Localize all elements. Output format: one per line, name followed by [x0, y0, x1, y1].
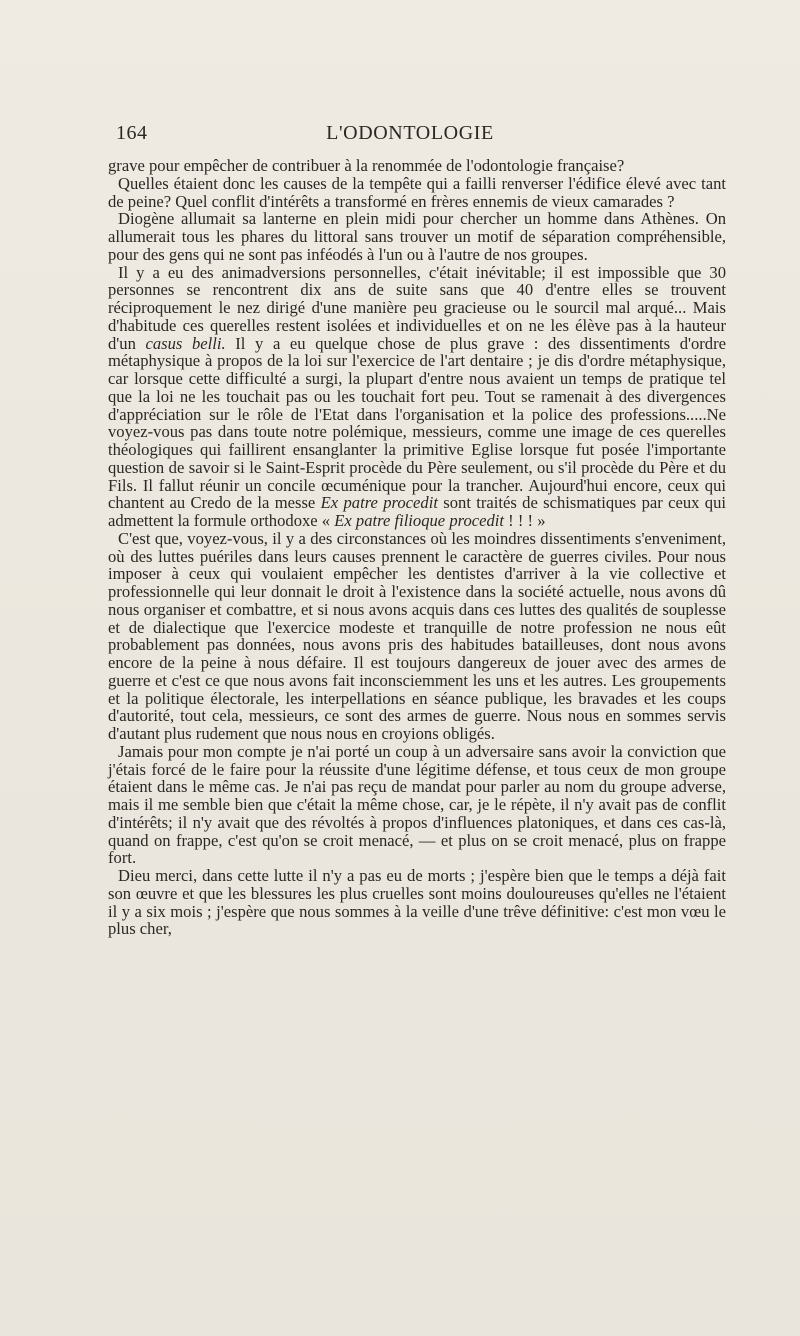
running-title: L'ODONTOLOGIE: [326, 122, 494, 144]
body-text: [108, 157, 726, 938]
page-number: 164: [116, 122, 148, 144]
casus-belli-italic: casus belli.: [145, 333, 226, 353]
paragraph-4-part-c: Il y a eu quelque chose de plus grave : des dissentiments d'ordre métaphysique à propos de la loi sur l'exercice de l'art dentaire ; je dis d'ordre métaphysique, car lorsque cette difficulté a surgi, la plupart d'entre nous avaient un temps de pratique tel que la loi ne les touchait pas ou les touchait fort peu. Tout se ramenait à des divergences d'appréciation sur le rôle de l'Etat dans l'organisation et la police des professions.....Ne voyez-vous pas dans toute notre polémique, messieurs, comme une image de ces querelles théologiques qui faillirent ensanglanter la primitive Eglise lorsque fut posée l'importante question de savoir si le Saint-Esprit procède du Père seulement, ou s'il procède du Père et du Fils. Il fallut réunir un concile œcuménique pour la trancher. Aujourd'hui encore, ceux qui chantent au Credo de la messe: [108, 333, 726, 513]
paragraph-4-part-e: sont traités de schismatiques par ceux qui admettent la formule orthodoxe «: [108, 493, 726, 530]
paragraph-4-part-a: Il y a eu des animadversions personnelles, c'était inévitable; il est impossible que 30 personnes se rencontrent dix ans de suite sans que 40 d'entre elles se trouvent réciproquement le nez dirigé d'une manière peu gracieuse ou le sourcil mal arqué... Mais d'habitude ces querelles restent isolées et individuelles et on ne les élève pas à la hauteur d'un: [108, 262, 726, 353]
paragraph-6: Jamais pour mon compte je n'ai porté un coup à un adversaire sans avoir la conviction que j'étais forcé de le faire pour la réussite d'une légitime défense, et tous ceux de mon groupe étaient dans le même cas. Je n'ai pas reçu de mandat pour parler au nom du groupe adverse, mais il me semble bien que c'était la même chose, car, je le répète, il n'y avait pas de conflit d'intérêts; il n'y avait que des révoltés à propos d'influences platoniques, et dans ces cas-là, quand on frappe, c'est qu'on se croit menacé, — et plus on se croit menacé, plus on frappe fort.: [108, 741, 726, 868]
paragraph-1: grave pour empêcher de contribuer à la renommée de l'odontologie française?: [108, 156, 625, 175]
ex-patre-procedit-italic: Ex patre procedit: [320, 493, 438, 513]
paragraph-3: Diogène allumait sa lanterne en plein midi pour chercher un homme dans Athènes. On allumerait tous les phares du littoral sans trouver un motif de séparation compréhensible, pour des gens qui ne sont pas inféodés à l'un ou à l'autre de nos groupes.: [108, 209, 726, 264]
paragraph-5: C'est que, voyez-vous, il y a des circonstances où les moindres dissentiments s'enveniment, où des luttes puériles dans leurs causes prennent le caractère de guerres civiles. Pour nous imposer à ceux qui voulaient empêcher les dentistes d'arriver à la vie collective et professionnelle qui leur donnait le droit à l'existence dans la société actuelle, nous avons dû nous organiser et combattre, et si nous avons acquis dans ces luttes des qualités de souplesse et de dialectique que l'exercice modeste et tranquille de notre profession ne nous eût probablement pas données, nous avons pris des habitudes batailleuses, dont nous avons encore de la peine à nous défaire. Il est toujours dangereux de jouer avec des armes de guerre et c'est ce que nous avons fait inconsciemment les uns et les autres. Les groupements et la politique électorale, les interpellations en séance publique, les bravades et les coups d'autorité, tout cela, messieurs, ce sont des armes de guerre. Nous nous en sommes servis d'autant plus rudement que nous nous en croyions obligés.: [108, 528, 726, 743]
paragraph-7: Dieu merci, dans cette lutte il n'y a pas eu de morts ; j'espère bien que le temps a déjà fait son œuvre et que les blessures les plus cruelles sont moins douloureuses qu'elles ne l'étaient il y a six mois ; j'espère que nous sommes à la veille d'une trêve définitive: c'est mon vœu le plus cher,: [108, 866, 726, 939]
paragraph-4-part-g: ! ! ! »: [508, 511, 546, 530]
page-header: [108, 122, 712, 150]
paragraph-2: Quelles étaient donc les causes de la tempête qui a failli renverser l'édifice élevé avec tant de peine? Quel conflit d'intérêts a transformé en frères ennemis de vieux camarades ?: [108, 173, 726, 211]
paragraph-4: [108, 264, 726, 530]
filioque-italic: Ex patre filioque procedit: [334, 511, 505, 530]
